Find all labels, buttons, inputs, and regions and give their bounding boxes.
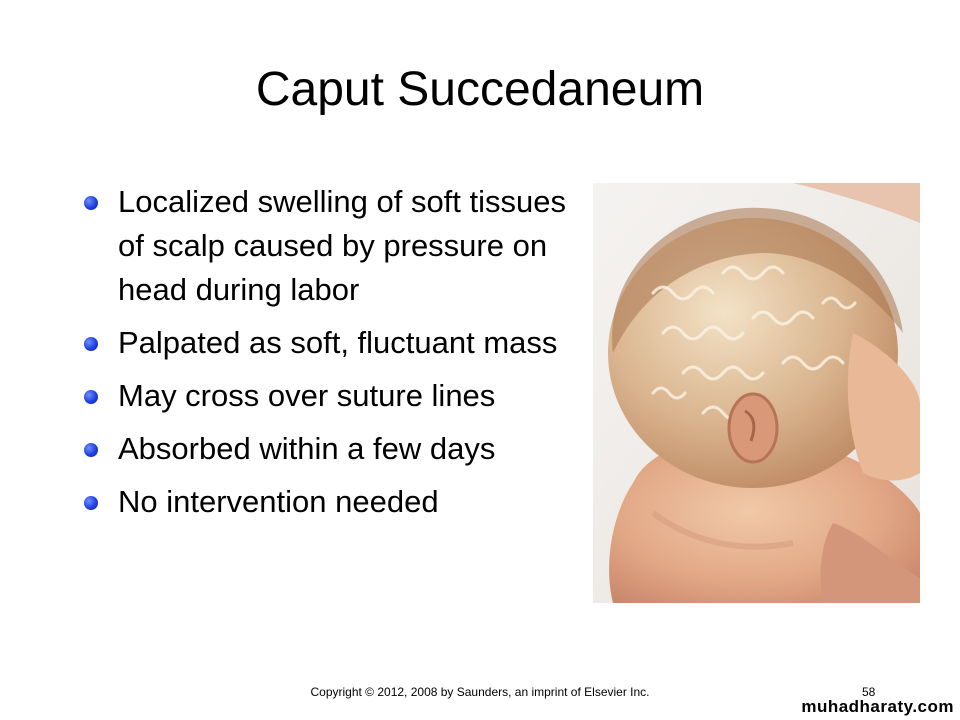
copyright-footer: Copyright © 2012, 2008 by Saunders, an imprint of Elsevier Inc. xyxy=(310,685,650,699)
bullet-text: No intervention needed xyxy=(118,484,439,519)
bullet-text: May cross over suture lines xyxy=(118,378,496,413)
bullet-item xyxy=(84,374,584,418)
watermark-logo: muhadharaty.com xyxy=(801,697,954,716)
bullet-dot-icon xyxy=(84,390,98,404)
bullet-dot-icon xyxy=(84,337,98,351)
page-number: 58 xyxy=(862,685,876,699)
bullet-text: Palpated as soft, fluctuant mass xyxy=(118,325,558,360)
bullet-text: Absorbed within a few days xyxy=(118,431,496,466)
bullet-dot-icon xyxy=(84,196,98,210)
bullet-item xyxy=(84,480,584,524)
bullet-dot-icon xyxy=(84,496,98,510)
bullet-list xyxy=(84,180,584,533)
bullet-item xyxy=(84,180,584,312)
newborn-head-photo xyxy=(593,183,920,603)
bullet-dot-icon xyxy=(84,443,98,457)
slide-title: Caput Succedaneum xyxy=(255,63,705,116)
bullet-item xyxy=(84,321,584,365)
newborn-head-illustration xyxy=(593,183,920,603)
bullet-item xyxy=(84,427,584,471)
bullet-text: Localized swelling of soft tissues of scalp caused by pressure on head during labor xyxy=(118,184,567,307)
